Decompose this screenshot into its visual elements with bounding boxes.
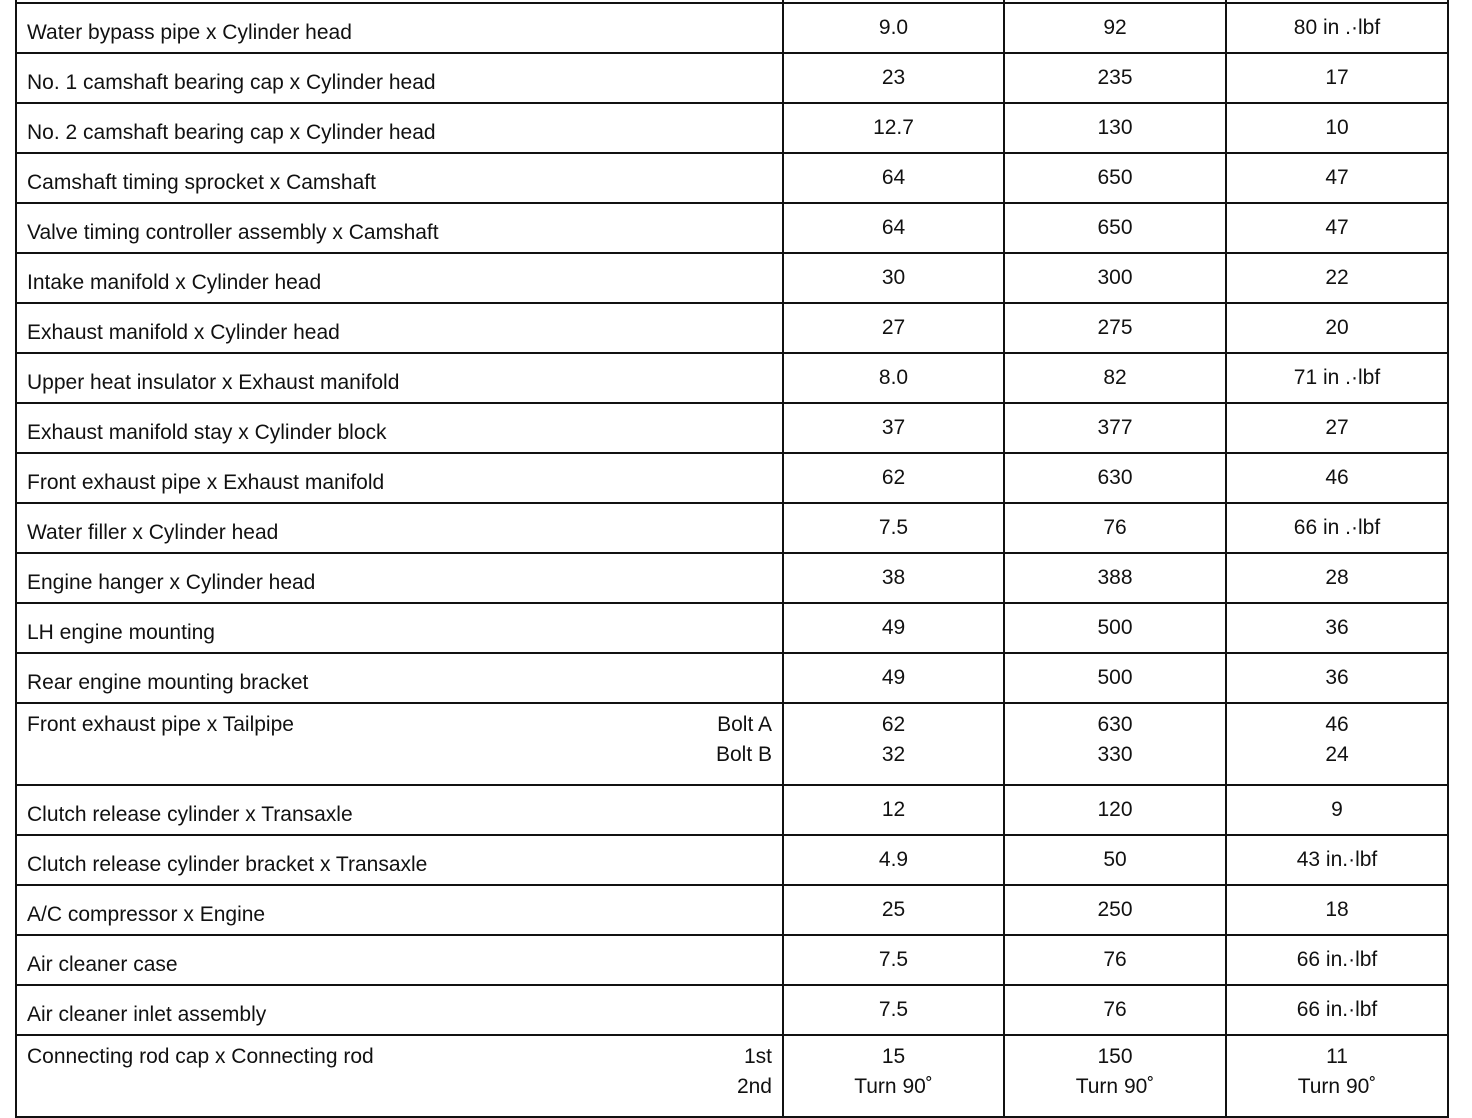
part-cell <box>16 1035 783 1117</box>
torque-ftlbf: 10 <box>1226 103 1448 153</box>
part-name: Rear engine mounting bracket <box>16 653 783 703</box>
table-row <box>16 153 1448 203</box>
value: Turn 90˚ <box>854 1075 933 1098</box>
torque-spec-table <box>15 0 1449 1118</box>
part-name: Intake manifold x Cylinder head <box>16 253 783 303</box>
torque-kgfcm <box>1004 703 1226 785</box>
part-name: Exhaust manifold x Cylinder head <box>16 303 783 353</box>
part-cell <box>16 703 783 785</box>
torque-ftlbf: 17 <box>1226 53 1448 103</box>
table-row <box>16 785 1448 835</box>
torque-nm: 4.9 <box>783 835 1004 885</box>
part-name: A/C compressor x Engine <box>16 885 783 935</box>
torque-kgfcm: 388 <box>1004 553 1226 603</box>
value: 630 <box>1097 713 1133 736</box>
torque-ftlbf: 22 <box>1226 253 1448 303</box>
torque-ftlbf <box>1226 703 1448 785</box>
torque-nm <box>783 703 1004 785</box>
sub-label: 1st <box>743 1045 772 1068</box>
torque-nm: 8.0 <box>783 353 1004 403</box>
torque-nm: 27 <box>783 303 1004 353</box>
torque-kgfcm: 76 <box>1004 985 1226 1035</box>
table-row <box>16 985 1448 1035</box>
torque-kgfcm: 500 <box>1004 653 1226 703</box>
part-name: Clutch release cylinder x Transaxle <box>16 785 783 835</box>
part-name: Upper heat insulator x Exhaust manifold <box>16 353 783 403</box>
torque-ftlbf: 66 in.·lbf <box>1226 985 1448 1035</box>
torque-nm: 7.5 <box>783 503 1004 553</box>
table-row <box>16 503 1448 553</box>
part-name: No. 2 camshaft bearing cap x Cylinder head <box>16 103 783 153</box>
torque-nm: 30 <box>783 253 1004 303</box>
value: 24 <box>1325 743 1349 766</box>
table-row <box>16 403 1448 453</box>
torque-ftlbf: 27 <box>1226 403 1448 453</box>
sub-label: Bolt A <box>717 713 772 736</box>
torque-kgfcm: 130 <box>1004 103 1226 153</box>
torque-nm: 25 <box>783 885 1004 935</box>
table-row <box>16 553 1448 603</box>
torque-nm: 38 <box>783 553 1004 603</box>
torque-nm: 49 <box>783 653 1004 703</box>
part-name: Water filler x Cylinder head <box>16 503 783 553</box>
torque-kgfcm: 630 <box>1004 453 1226 503</box>
torque-ftlbf: 18 <box>1226 885 1448 935</box>
torque-ftlbf: 9 <box>1226 785 1448 835</box>
value: 46 <box>1325 713 1349 736</box>
table-row <box>16 835 1448 885</box>
part-name: Valve timing controller assembly x Camshaft <box>16 203 783 253</box>
torque-ftlbf: 36 <box>1226 653 1448 703</box>
value: 330 <box>1097 743 1133 766</box>
torque-nm: 37 <box>783 403 1004 453</box>
part-name: Air cleaner case <box>16 935 783 985</box>
table-row <box>16 303 1448 353</box>
torque-ftlbf <box>1226 1035 1448 1117</box>
torque-kgfcm: 650 <box>1004 153 1226 203</box>
part-name: No. 1 camshaft bearing cap x Cylinder head <box>16 53 783 103</box>
torque-ftlbf: 36 <box>1226 603 1448 653</box>
torque-kgfcm: 235 <box>1004 53 1226 103</box>
part-name: Water bypass pipe x Cylinder head <box>16 3 783 53</box>
table-row <box>16 53 1448 103</box>
table-row-double <box>16 1035 1448 1117</box>
value: 62 <box>881 713 906 736</box>
torque-kgfcm: 377 <box>1004 403 1226 453</box>
torque-ftlbf: 71 in .·lbf <box>1226 353 1448 403</box>
torque-ftlbf: 47 <box>1226 153 1448 203</box>
table-row <box>16 253 1448 303</box>
value: 32 <box>881 743 906 766</box>
value: 150 <box>1097 1045 1133 1068</box>
torque-kgfcm: 76 <box>1004 503 1226 553</box>
table-row <box>16 3 1448 53</box>
torque-kgfcm <box>1004 1035 1226 1117</box>
value: Turn 90˚ <box>1075 1075 1155 1098</box>
torque-nm <box>783 1035 1004 1117</box>
torque-nm: 7.5 <box>783 935 1004 985</box>
torque-kgfcm: 300 <box>1004 253 1226 303</box>
torque-nm: 64 <box>783 203 1004 253</box>
part-name: Front exhaust pipe x Tailpipe <box>27 713 294 736</box>
table-row <box>16 885 1448 935</box>
part-name: Camshaft timing sprocket x Camshaft <box>16 153 783 203</box>
torque-nm: 64 <box>783 153 1004 203</box>
torque-nm: 49 <box>783 603 1004 653</box>
torque-ftlbf: 20 <box>1226 303 1448 353</box>
torque-kgfcm: 120 <box>1004 785 1226 835</box>
torque-nm: 7.5 <box>783 985 1004 1035</box>
part-name: Connecting rod cap x Connecting rod <box>27 1045 374 1068</box>
torque-kgfcm: 92 <box>1004 3 1226 53</box>
table-row <box>16 103 1448 153</box>
part-name: Engine hanger x Cylinder head <box>16 553 783 603</box>
torque-ftlbf: 47 <box>1226 203 1448 253</box>
torque-nm: 23 <box>783 53 1004 103</box>
torque-kgfcm: 650 <box>1004 203 1226 253</box>
value: Turn 90˚ <box>1297 1075 1377 1098</box>
table-row <box>16 603 1448 653</box>
part-name: Clutch release cylinder bracket x Transaxle <box>16 835 783 885</box>
table-row <box>16 453 1448 503</box>
torque-ftlbf: 46 <box>1226 453 1448 503</box>
table-row <box>16 203 1448 253</box>
torque-ftlbf: 28 <box>1226 553 1448 603</box>
table-row <box>16 653 1448 703</box>
part-name: Air cleaner inlet assembly <box>16 985 783 1035</box>
part-name: Front exhaust pipe x Exhaust manifold <box>16 453 783 503</box>
value: 11 <box>1326 1045 1348 1068</box>
torque-kgfcm: 76 <box>1004 935 1226 985</box>
torque-nm: 12.7 <box>783 103 1004 153</box>
torque-kgfcm: 275 <box>1004 303 1226 353</box>
torque-nm: 62 <box>783 453 1004 503</box>
torque-ftlbf: 66 in .·lbf <box>1226 503 1448 553</box>
value: 15 <box>881 1045 906 1068</box>
table-row-double <box>16 703 1448 785</box>
table-row <box>16 935 1448 985</box>
part-name: LH engine mounting <box>16 603 783 653</box>
torque-kgfcm: 50 <box>1004 835 1226 885</box>
sub-label: Bolt B <box>715 743 772 766</box>
part-name: Exhaust manifold stay x Cylinder block <box>16 403 783 453</box>
torque-ftlbf: 43 in.·lbf <box>1226 835 1448 885</box>
torque-ftlbf: 80 in .·lbf <box>1226 3 1448 53</box>
torque-nm: 12 <box>783 785 1004 835</box>
torque-kgfcm: 82 <box>1004 353 1226 403</box>
torque-ftlbf: 66 in.·lbf <box>1226 935 1448 985</box>
torque-kgfcm: 500 <box>1004 603 1226 653</box>
torque-nm: 9.0 <box>783 3 1004 53</box>
torque-kgfcm: 250 <box>1004 885 1226 935</box>
table-row <box>16 353 1448 403</box>
sub-label: 2nd <box>736 1075 772 1098</box>
